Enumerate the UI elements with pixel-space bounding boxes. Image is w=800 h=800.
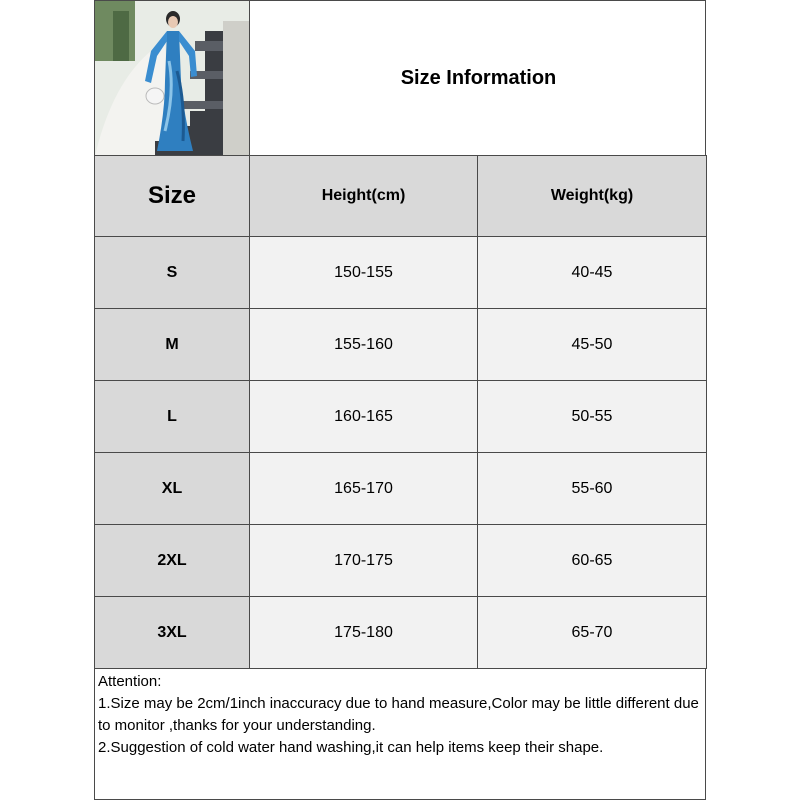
header-block <box>94 0 706 156</box>
notes-line-1: 1.Size may be 2cm/1inch inaccuracy due to hand measure,Color may be little different due to monitor ,thanks for your understanding. <box>98 695 699 734</box>
page-title: Size Information <box>400 67 557 89</box>
size-table <box>94 155 707 669</box>
size-cell: M <box>95 309 250 381</box>
weight-cell: 45-50 <box>478 309 707 381</box>
table-row <box>95 237 707 309</box>
height-cell: 175-180 <box>250 597 478 669</box>
height-cell: 170-175 <box>250 525 478 597</box>
table-header-row <box>95 156 707 237</box>
notes-heading: Attention: <box>98 673 162 690</box>
size-cell: S <box>95 237 250 309</box>
table-row <box>95 381 707 453</box>
column-header-height: Height(cm) <box>250 156 478 237</box>
attention-notes <box>94 669 706 800</box>
height-cell: 165-170 <box>250 453 478 525</box>
column-header-size: Size <box>95 156 250 237</box>
notes-line-2: 2.Suggestion of cold water hand washing,it can help items keep their shape. <box>98 739 604 756</box>
column-header-weight: Weight(kg) <box>478 156 707 237</box>
height-cell: 150-155 <box>250 237 478 309</box>
weight-cell: 60-65 <box>478 525 707 597</box>
product-photo-illustration <box>95 1 250 156</box>
weight-cell: 40-45 <box>478 237 707 309</box>
weight-cell: 65-70 <box>478 597 707 669</box>
table-row <box>95 309 707 381</box>
weight-cell: 50-55 <box>478 381 707 453</box>
table-row <box>95 597 707 669</box>
height-cell: 155-160 <box>250 309 478 381</box>
size-chart-sheet <box>94 0 706 800</box>
height-cell: 160-165 <box>250 381 478 453</box>
size-cell: XL <box>95 453 250 525</box>
table-row <box>95 453 707 525</box>
size-cell: L <box>95 381 250 453</box>
product-photo <box>95 1 250 156</box>
weight-cell: 55-60 <box>478 453 707 525</box>
size-cell: 3XL <box>95 597 250 669</box>
size-cell: 2XL <box>95 525 250 597</box>
table-row <box>95 525 707 597</box>
